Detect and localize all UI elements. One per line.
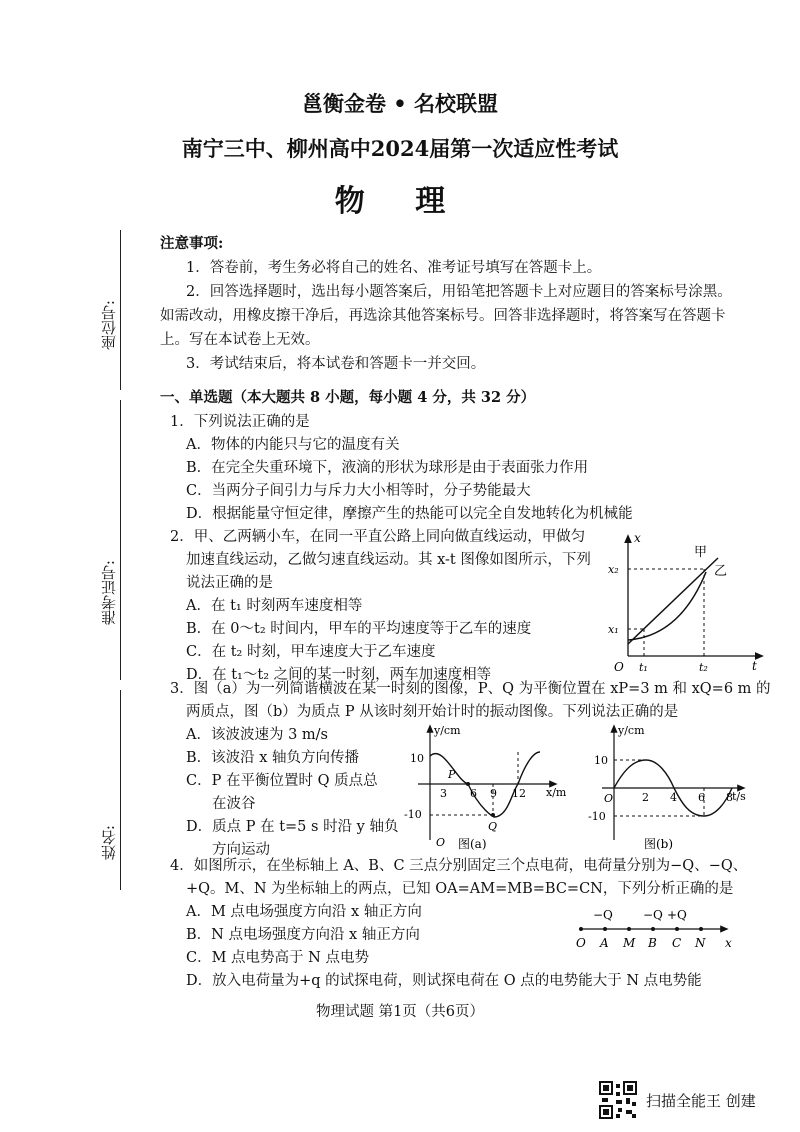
q4-charge-c: +Q	[667, 908, 687, 922]
seat-label: 座位号:	[100, 300, 118, 351]
q3a-caption: 图(a)	[458, 837, 487, 850]
q3a-tick-6: 6	[470, 787, 477, 800]
q2-stem: 2．甲、乙两辆小车，在同一平直公路上同向做直线运动，甲做匀	[170, 529, 586, 545]
q3a-point-p-dot	[466, 782, 470, 786]
q4-dot-m	[627, 927, 631, 931]
q3-option: B．该波沿 x 轴负方向传播	[186, 750, 360, 766]
section-title: 一、单选题（本大题共 8 小题，每小题 4 分，共 32 分）	[160, 389, 536, 406]
q4-dot-o	[579, 927, 583, 931]
scanner-watermark: 扫描全能王 创建	[646, 1092, 756, 1110]
q2-tick-t2: t₂	[699, 661, 708, 674]
q4-dot-b	[651, 927, 655, 931]
q3b-tick-10: 10	[594, 754, 608, 767]
q3a-tick-3: 3	[440, 787, 447, 800]
q2-option: A．在 t₁ 时刻两车速度相等	[186, 598, 363, 614]
q3-option: 方向运动	[212, 842, 270, 858]
q4-label-m: M	[623, 936, 636, 950]
q2-option: C．在 t₂ 时刻，甲车速度大于乙车速度	[186, 644, 436, 660]
q3-option: A．该波波速为 3 m/s	[186, 727, 328, 743]
q2-label-jia: 甲	[694, 545, 708, 560]
q1-stem: 1．下列说法正确的是	[170, 414, 310, 430]
qr-code-icon	[598, 1080, 638, 1120]
ticket-label: 准考证号:	[100, 560, 118, 626]
q3b-origin: O	[604, 792, 614, 805]
q4-label-b: B	[648, 936, 657, 950]
q3a-tick-12: 12	[512, 787, 526, 800]
q3-stem: 3．图（a）为一列简谐横波在某一时刻的图像，P、Q 为平衡位置在 xP=3 m 和 xQ=6 m 的	[170, 681, 771, 697]
q3b-y-axis-label: y/cm	[618, 724, 645, 737]
q3a-label-p: P	[448, 768, 456, 781]
q2-x-axis-label: t	[752, 659, 757, 673]
q4-label-o: O	[576, 936, 586, 950]
q3b-tick-2: 2	[642, 791, 649, 804]
q3a-point-q-dot	[491, 813, 495, 817]
q4-charge-a: −Q	[593, 908, 613, 922]
q4-charge-b: −Q	[643, 908, 663, 922]
q3-wave-graph-a	[398, 722, 576, 850]
page-footer: 物理试题 第1页（共6页）	[315, 1004, 485, 1020]
notice-line: 如需改动，用橡皮擦干净后，再选涂其他答案标号。回答非选择题时，将答案写在答题卡	[160, 308, 726, 324]
name-line	[120, 690, 121, 890]
q3b-tick-4: 4	[670, 791, 677, 804]
q3a-y-axis-label: y/cm	[434, 724, 461, 737]
q3-option: 在波谷	[212, 796, 256, 812]
q2-option: D．在 t₁～t₂ 之间的某一时刻，两车加速度相等	[186, 667, 492, 683]
q1-option: B．在完全失重环境下，液滴的形状为球形是由于表面张力作用	[186, 460, 589, 476]
q3a-x-axis-label: x/m	[546, 786, 567, 799]
q2-label-yi: 乙	[714, 564, 728, 579]
q2-stem: 加速直线运动，乙做匀速直线运动。其 x-t 图像如图所示，下列	[186, 552, 591, 568]
q4-dot-c	[675, 927, 679, 931]
q4-label-x: x	[725, 936, 732, 950]
q4-dot-a	[603, 927, 607, 931]
notice-title: 注意事项:	[160, 235, 224, 252]
q1-option: A．物体的内能只与它的温度有关	[186, 437, 400, 453]
exam-series-title: 邕衡金卷 • 名校联盟	[301, 91, 499, 116]
q3-stem: 两质点，图（b）为质点 P 从该时刻开始计时的振动图像。下列说法正确的是	[186, 704, 679, 720]
notice-line: 1．答卷前，考生务必将自己的姓名、准考证号填写在答题卡上。	[186, 260, 602, 276]
q3a-tick-neg10: -10	[404, 808, 422, 821]
q1-option: C．当两分子间引力与斥力大小相等时，分子势能最大	[186, 483, 531, 499]
q4-charge-axis	[565, 905, 745, 955]
q4-option: D．放入电荷量为+q 的试探电荷，则试探电荷在 O 点的电势能大于 N 点电势能	[186, 973, 702, 989]
q4-label-c: C	[672, 936, 682, 950]
q2-origin: O	[614, 660, 624, 674]
q3b-caption: 图(b)	[644, 837, 674, 850]
q4-dot-n	[699, 927, 703, 931]
ticket-line	[120, 400, 121, 680]
q2-y-axis-label: x	[634, 531, 641, 545]
q2-xt-graph	[600, 528, 770, 678]
notice-line: 上。写在本试卷上无效。	[160, 332, 320, 348]
seat-line	[120, 230, 121, 390]
q3b-x-axis-label: t/s	[732, 790, 746, 803]
q4-label-a: A	[600, 936, 609, 950]
q4-option: C．M 点电势高于 N 点电势	[186, 950, 369, 966]
q3a-label-q: Q	[488, 820, 498, 833]
q2-tick-x1: x₁	[608, 623, 619, 636]
notice-line: 2．回答选择题时，选出每小题答案后，用铅笔把答题卡上对应题目的答案标号涂黑。	[186, 284, 732, 300]
exam-title: 南宁三中、柳州高中2024届第一次适应性考试	[181, 136, 619, 161]
q3-option: D．质点 P 在 t=5 s 时沿 y 轴负	[186, 819, 399, 835]
q3b-tick-6: 6	[698, 791, 705, 804]
q3b-tick-8: 8	[726, 791, 733, 804]
q3-option: C．P 在平衡位置时 Q 质点总	[186, 773, 378, 789]
q4-option: B．N 点电场强度方向沿 x 轴正方向	[186, 927, 420, 943]
notice-line: 3．考试结束后，将本试卷和答题卡一并交回。	[186, 356, 486, 372]
q3a-tick-10: 10	[410, 752, 424, 765]
q2-stem: 说法正确的是	[186, 575, 273, 591]
q3a-origin: O	[436, 836, 446, 849]
q2-tick-x2: x₂	[608, 563, 619, 576]
subject-title: 物 理	[334, 184, 466, 219]
name-label: 姓名:	[100, 825, 118, 861]
q2-option: B．在 0～t₂ 时间内，甲车的平均速度等于乙车的速度	[186, 621, 532, 637]
q4-stem: +Q。M、N 为坐标轴上的两点，已知 OA=AM=MB=BC=CN，下列分析正确的是	[186, 881, 734, 897]
q4-stem: 4．如图所示，在坐标轴上 A、B、C 三点分别固定三个点电荷，电荷量分别为−Q、−Q、	[170, 858, 748, 874]
q4-option: A．M 点电场强度方向沿 x 轴正方向	[186, 904, 422, 920]
q4-label-n: N	[695, 936, 706, 950]
q1-option: D．根据能量守恒定律，摩擦产生的热能可以完全自发地转化为机械能	[186, 506, 633, 522]
q2-tick-t1: t₁	[639, 661, 648, 674]
q3-vibration-graph-b	[582, 722, 762, 850]
q3a-tick-9: 9	[490, 787, 497, 800]
q3b-tick-neg10: -10	[588, 810, 606, 823]
